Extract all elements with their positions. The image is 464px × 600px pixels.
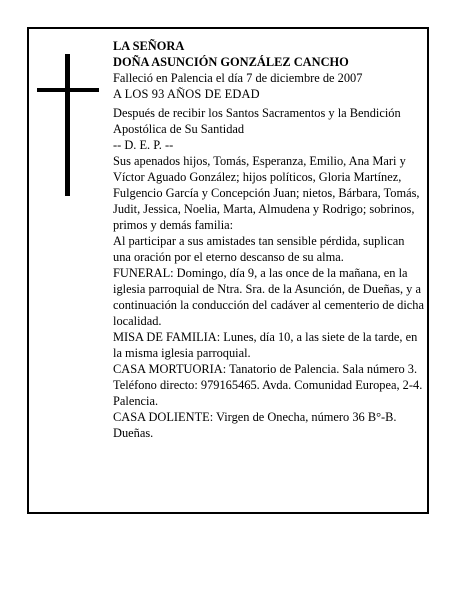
- rip: -- D. E. P. --: [113, 138, 174, 152]
- honorific: LA SEÑORA: [113, 39, 185, 53]
- funeral-info: FUNERAL: Domingo, día 9, a las once de la mañana, en la iglesia parroquial de Ntra. Sra. de la Asunción, de Dueñas, y a continuación la conducción del cadáver al cementerio de dicha localidad.: [113, 266, 424, 328]
- family-list: Sus apenados hijos, Tomás, Esperanza, Emilio, Ana Mari y Víctor Aguado González; hijos políticos, Gloria Martínez, Fulgencio García y Concepción Juan; nietos, Bárbara, Tomás, Judit, Jessica, Noelia, Marta, Almudena y Rodrigo; sobrinos, primos y demás familia:: [113, 154, 420, 232]
- age: A LOS 93 AÑOS DE EDAD: [113, 87, 260, 101]
- cross-vertical-bar: [65, 54, 70, 196]
- obituary-text: [113, 38, 425, 441]
- funeral-home-info: CASA MORTUORIA: Tanatorio de Palencia. Sala número 3. Teléfono directo: 979165465. Avda. Comunidad Europea, 2-4. Palencia.: [113, 362, 423, 408]
- prayer-request: Al participar a sus amistades tan sensible pérdida, suplican una oración por el eterno descanso de su alma.: [113, 234, 405, 264]
- death-notice: Falleció en Palencia el día 7 de diciembre de 2007: [113, 71, 363, 85]
- cross-icon: [37, 54, 99, 196]
- sacraments: Después de recibir los Santos Sacramentos y la Bendición Apostólica de Su Santidad: [113, 106, 401, 136]
- mourning-house-info: CASA DOLIENTE: Virgen de Onecha, número 36 B°-B. Dueñas.: [113, 410, 397, 440]
- family-mass-info: MISA DE FAMILIA: Lunes, día 10, a las siete de la tarde, en la misma iglesia parroquial.: [113, 330, 418, 360]
- cross-horizontal-bar: [37, 88, 99, 92]
- deceased-name: DOÑA ASUNCIÓN GONZÁLEZ CANCHO: [113, 55, 349, 69]
